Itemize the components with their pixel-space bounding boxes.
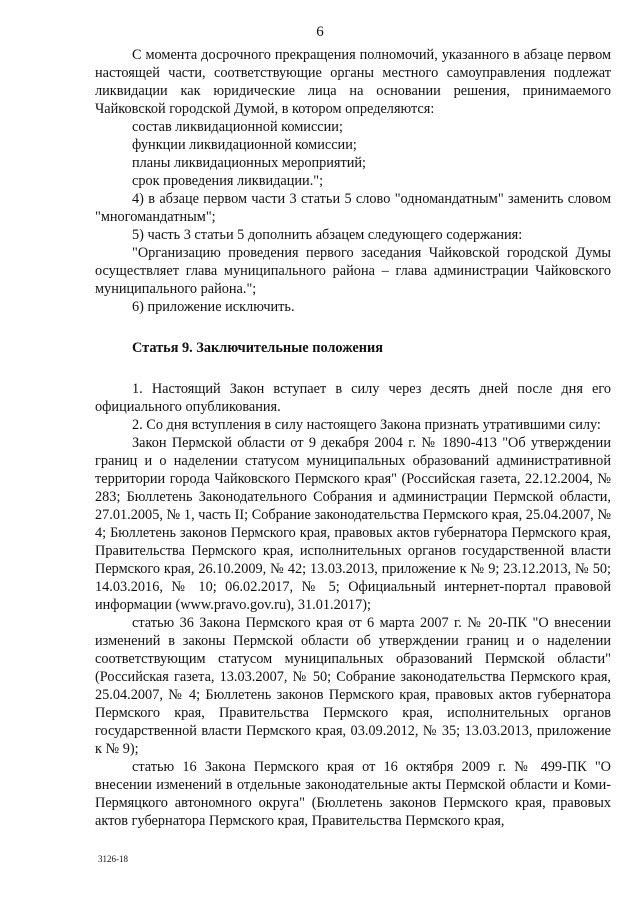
list-item: состав ликвидационной комиссии; [132, 119, 343, 135]
list-item: срок проведения ликвидации."; [132, 173, 324, 189]
document-body [95, 46, 611, 830]
paragraph: статью 16 Закона Пермского края от 16 октября 2009 г. № 499-ПК "О внесении изменений в отдельные законодательные акты Пермской области и Коми-Пермяцкого автономного округа" (Бюллетень законов Пермского края, правовых актов губернатора Пермского края, Правительства Пермского края, [95, 759, 611, 829]
paragraph: статью 36 Закона Пермского края от 6 марта 2007 г. № 20-ПК "О внесении изменений в законы Пермской области об утверждении границ и о наделении соответствующим статусом муниципальных образований Пермской области" (Российская газета, 13.03.2007, № 50; Собрание законодательства Пермского края, 25.04.2007, № 4; Бюллетень законов Пермского края, правовых актов губернатора Пермского края, Правительства Пермского края, исполнительных органов государственной власти Пермского края, 03.09.2012, № 35; 13.03.2013, приложение к № 9); [95, 615, 611, 757]
document-code: 3126-18 [98, 854, 128, 864]
paragraph: "Организацию проведения первого заседания Чайковской городской Думы осуществляет глава муниципального района – глава администрации Чайковского муниципального района."; [95, 245, 611, 297]
paragraph: Закон Пермской области от 9 декабря 2004 г. № 1890-413 "Об утверждении границ и о наделении статусом муниципальных образований административной территории города Чайковского Пермского края" (Российская газета, 22.12.2004, № 283; Бюллетень Законодательного Собрания и администрации Пермской области, 27.01.2005, № 1, часть II; Собрание законодательства Пермского края, 25.04.2007, № 4; Бюллетень законов Пермского края, правовых актов губернатора Пермского края, Правительства Пермского края, исполнительных органов государственной власти Пермского края, 26.10.2009, № 42; 13.03.2013, приложение к № 9; 23.12.2013, № 50; 14.03.2016, № 10; 06.02.2017, № 5; Официальный интернет-портал правовой информации (www.pravo.gov.ru), 31.01.2017); [95, 435, 611, 613]
paragraph: С момента досрочного прекращения полномочий, указанного в абзаце первом настоящей части, соответствующие органы местного самоуправления подлежат ликвидации как юридические лица на основании решения, принимаемого Чайковской городской Думой, в котором определяются: [95, 47, 611, 117]
paragraph: 4) в абзаце первом части 3 статьи 5 слово "одномандатным" заменить словом "многомандатным"; [95, 191, 611, 225]
list-item: функции ликвидационной комиссии; [132, 137, 357, 153]
paragraph: 6) приложение исключить. [132, 299, 295, 315]
paragraph: 1. Настоящий Закон вступает в силу через десять дней после дня его официального опубликования. [95, 381, 611, 415]
paragraph: 5) часть 3 статьи 5 дополнить абзацем следующего содержания: [132, 227, 523, 243]
page-number: 6 [316, 24, 324, 40]
article-heading: Статья 9. Заключительные положения [132, 340, 383, 356]
paragraph: 2. Со дня вступления в силу настоящего Закона признать утратившими силу: [132, 417, 601, 433]
list-item: планы ликвидационных мероприятий; [132, 155, 367, 171]
